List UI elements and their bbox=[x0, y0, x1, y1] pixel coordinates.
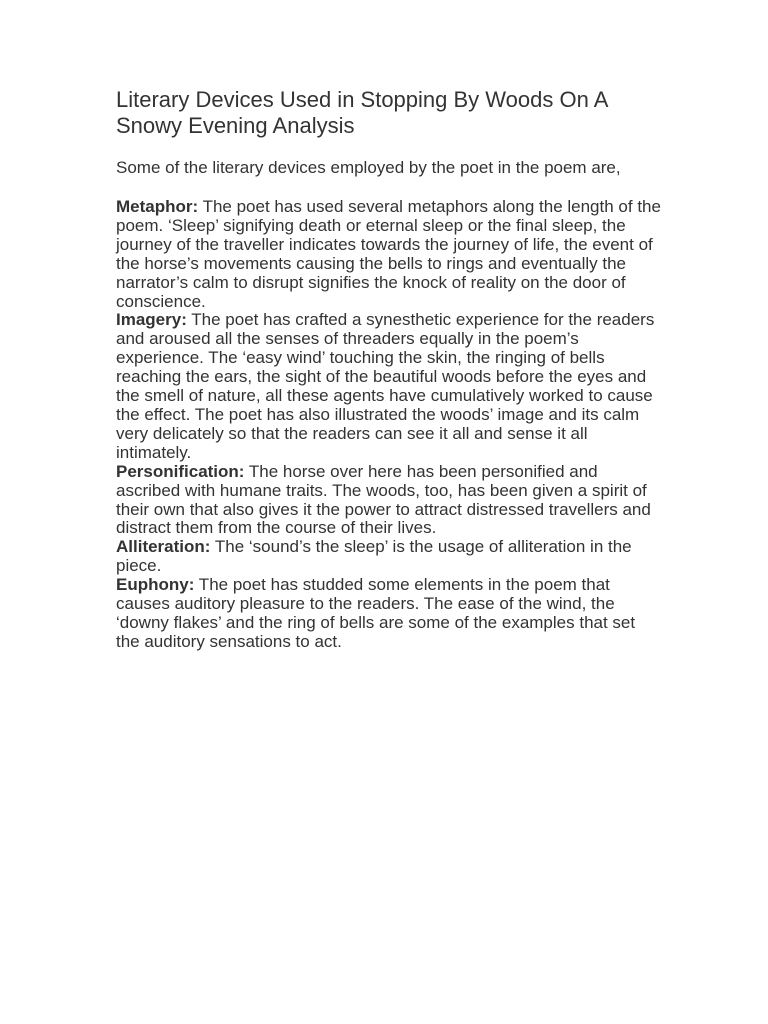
literary-devices-list bbox=[116, 198, 661, 652]
document-title: Literary Devices Used in Stopping By Woods On A Snowy Evening Analysis bbox=[116, 87, 608, 138]
device-metaphor bbox=[116, 198, 661, 311]
device-description: The horse over here has been personified and ascribed with humane traits. The woods, too, has been given a spirit of their own that also gives it the power to attract distressed travellers and distract them from the course of their lives. bbox=[116, 461, 651, 538]
device-personification bbox=[116, 463, 661, 539]
device-alliteration bbox=[116, 538, 661, 576]
device-term: Euphony: bbox=[116, 575, 195, 595]
device-imagery bbox=[116, 311, 661, 462]
device-term: Personification: bbox=[116, 461, 245, 481]
device-description: The poet has studded some elements in the poem that causes auditory pleasure to the readers. The ease of the wind, the ‘downy flakes’ and the ring of bells are some of the examples that set the auditory sensations to act. bbox=[116, 575, 636, 651]
device-description: The poet has used several metaphors along the length of the poem. ‘Sleep’ signifying death or eternal sleep or the final sleep, the journey of the traveller indicates towards the journey of life, the event of the horse’s movements causing the bells to rings and eventually the narrator’s calm to disrupt signifies the knock of reality on the door of conscience. bbox=[116, 197, 661, 311]
device-term: Alliteration: bbox=[116, 537, 211, 557]
document-page bbox=[116, 87, 661, 652]
device-term: Imagery: bbox=[116, 310, 187, 330]
device-term: Metaphor: bbox=[116, 197, 199, 216]
device-euphony bbox=[116, 576, 661, 652]
device-description: The poet has crafted a synesthetic experience for the readers and aroused all the senses of threaders equally in the poem’s experience. The ‘easy wind’ touching the skin, the ringing of bells reaching the ears, the sight of the beautiful woods before the eyes and the smell of nature, all these agents have cumulatively worked to cause the effect. The poet has also illustrated the woods’ image and its calm very delicately so that the readers can see it all and sense it all intimately. bbox=[116, 310, 655, 462]
device-description: The ‘sound’s the sleep’ is the usage of alliteration in the piece. bbox=[116, 537, 632, 576]
intro-paragraph: Some of the literary devices employed by the poet in the poem are, bbox=[116, 158, 621, 177]
